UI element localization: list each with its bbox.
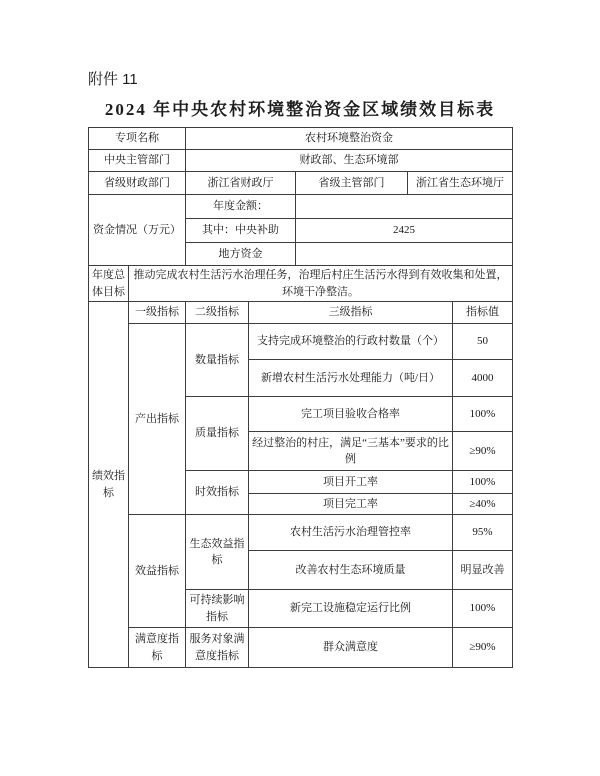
funds-section-label: 资金情况（万元）: [89, 195, 186, 266]
level2-timeliness: 时效指标: [186, 471, 249, 515]
level2-sustainability: 可持续影响指标: [186, 590, 249, 628]
value-cell: 95%: [453, 515, 513, 551]
header-level1: 一级指标: [129, 302, 186, 324]
funds-annual-value: [296, 195, 513, 219]
metric-cell: 经过整治的村庄，满足“三基本”要求的比例: [249, 432, 453, 471]
project-name-label: 专项名称: [89, 128, 186, 150]
value-cell: 100%: [453, 590, 513, 628]
annual-goal-label: 年度总体目标: [89, 266, 129, 302]
header-level3: 三级指标: [249, 302, 453, 324]
header-level2: 二级指标: [186, 302, 249, 324]
value-cell: 明显改善: [453, 551, 513, 590]
funds-local-label: 地方资金: [186, 243, 296, 266]
table-row: [89, 172, 513, 195]
table-row: [89, 150, 513, 172]
annual-goal-text: 推动完成农村生活污水治理任务，治理后村庄生活污水得到有效收集和处置，环境干净整洁。: [129, 266, 513, 302]
metric-cell: 新完工设施稳定运行比例: [249, 590, 453, 628]
table-row: [89, 195, 513, 219]
value-cell: ≥40%: [453, 494, 513, 515]
funds-local-value: [296, 243, 513, 266]
header-value: 指标值: [453, 302, 513, 324]
value-cell: 100%: [453, 471, 513, 494]
metric-cell: 完工项目验收合格率: [249, 397, 453, 432]
value-cell: ≥90%: [453, 432, 513, 471]
level2-eco-benefit: 生态效益指标: [186, 515, 249, 590]
value-cell: 50: [453, 324, 513, 360]
funds-central-value: 2425: [296, 219, 513, 243]
provincial-finance-value: 浙江省财政厅: [186, 172, 296, 195]
level1-output: 产出指标: [129, 324, 186, 515]
level1-benefit: 效益指标: [129, 515, 186, 628]
provincial-dept-label: 省级主管部门: [296, 172, 408, 195]
project-name-value: 农村环境整治资金: [186, 128, 513, 150]
document-title: 2024 年中央农村环境整治资金区域绩效目标表: [104, 100, 496, 119]
table-row: [89, 515, 513, 551]
metric-cell: 项目开工率: [249, 471, 453, 494]
value-cell: 4000: [453, 360, 513, 397]
value-cell: ≥90%: [453, 628, 513, 668]
metric-cell: 新增农村生活污水处理能力（吨/日）: [249, 360, 453, 397]
level2-quantity: 数量指标: [186, 324, 249, 397]
metric-cell: 项目完工率: [249, 494, 453, 515]
central-dept-label: 中央主管部门: [89, 150, 186, 172]
level2-service-satisfaction: 服务对象满意度指标: [186, 628, 249, 668]
level1-satisfaction: 满意度指标: [129, 628, 186, 668]
level2-quality: 质量指标: [186, 397, 249, 471]
central-dept-value: 财政部、生态环境部: [186, 150, 513, 172]
table-row: [89, 266, 513, 302]
indicators-section-label: 绩效指标: [89, 302, 129, 668]
funds-annual-label: 年度金额：: [186, 195, 296, 219]
metric-cell: 群众满意度: [249, 628, 453, 668]
table-row: [89, 628, 513, 668]
metric-cell: 改善农村生态环境质量: [249, 551, 453, 590]
table-row: [89, 128, 513, 150]
attachment-label: 附件 11: [88, 71, 138, 88]
value-cell: 100%: [453, 397, 513, 432]
funds-central-label: 其中：中央补助: [186, 219, 296, 243]
metric-cell: 农村生活污水治理管控率: [249, 515, 453, 551]
table-row: [89, 324, 513, 360]
table-row: [89, 302, 513, 324]
performance-target-table: [88, 127, 513, 668]
metric-cell: 支持完成环境整治的行政村数量（个）: [249, 324, 453, 360]
provincial-dept-value: 浙江省生态环境厅: [408, 172, 513, 195]
provincial-finance-label: 省级财政部门: [89, 172, 186, 195]
